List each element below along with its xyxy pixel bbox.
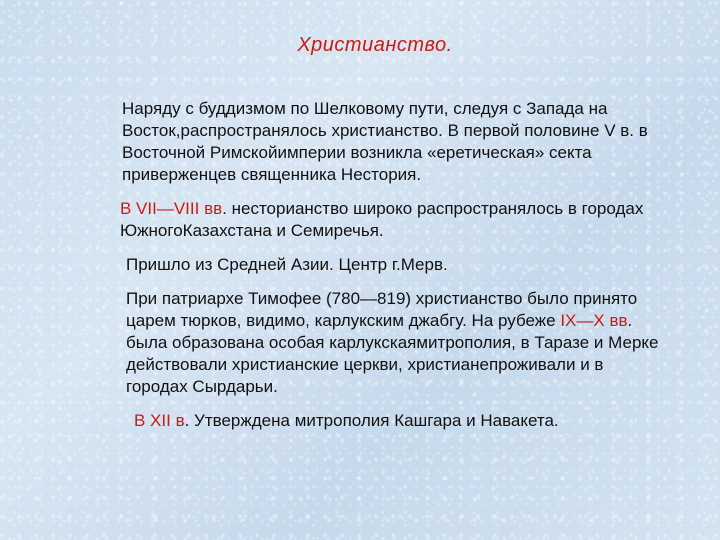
paragraph-metropolis bbox=[106, 410, 666, 432]
paragraph-buddhism-christianity: Наряду с буддизмом по Шелковому пути, следуя с Запада на Восток,распространялось христианство. В первой половине V в. в Восточной Римскойимперии возникла «еретическая» секта приверженцев священника Нестория. bbox=[122, 99, 648, 184]
date-highlight: В VII—VIII вв bbox=[120, 199, 223, 218]
paragraph-text: При патриархе Тимофее (780—819) христианство было принято царем тюрков, видимо, карлукским джабгу. На рубеже bbox=[126, 289, 638, 330]
paragraph-timothy bbox=[106, 288, 666, 398]
paragraph-text: . была образована особая карлукскаямитрополия, в Таразе и Мерке действовали христианские церкви, христианепроживали и в городах Сырдарьи. bbox=[126, 311, 659, 396]
paragraph-nestorianism bbox=[106, 198, 666, 242]
paragraph-text: . несторианство широко распространялось в городах ЮжногоКазахстана и Семиречья. bbox=[120, 199, 644, 240]
slide-title: Христианство. bbox=[297, 34, 453, 56]
slide-content bbox=[106, 98, 666, 444]
paragraph-text: . Утверждена митрополия Кашгара и Навакета. bbox=[184, 411, 559, 430]
date-highlight: IX—X вв bbox=[560, 311, 628, 330]
paragraph-origin: Пришло из Средней Азии. Центр г.Мерв. bbox=[126, 255, 448, 274]
date-highlight: В XII в bbox=[134, 411, 185, 430]
